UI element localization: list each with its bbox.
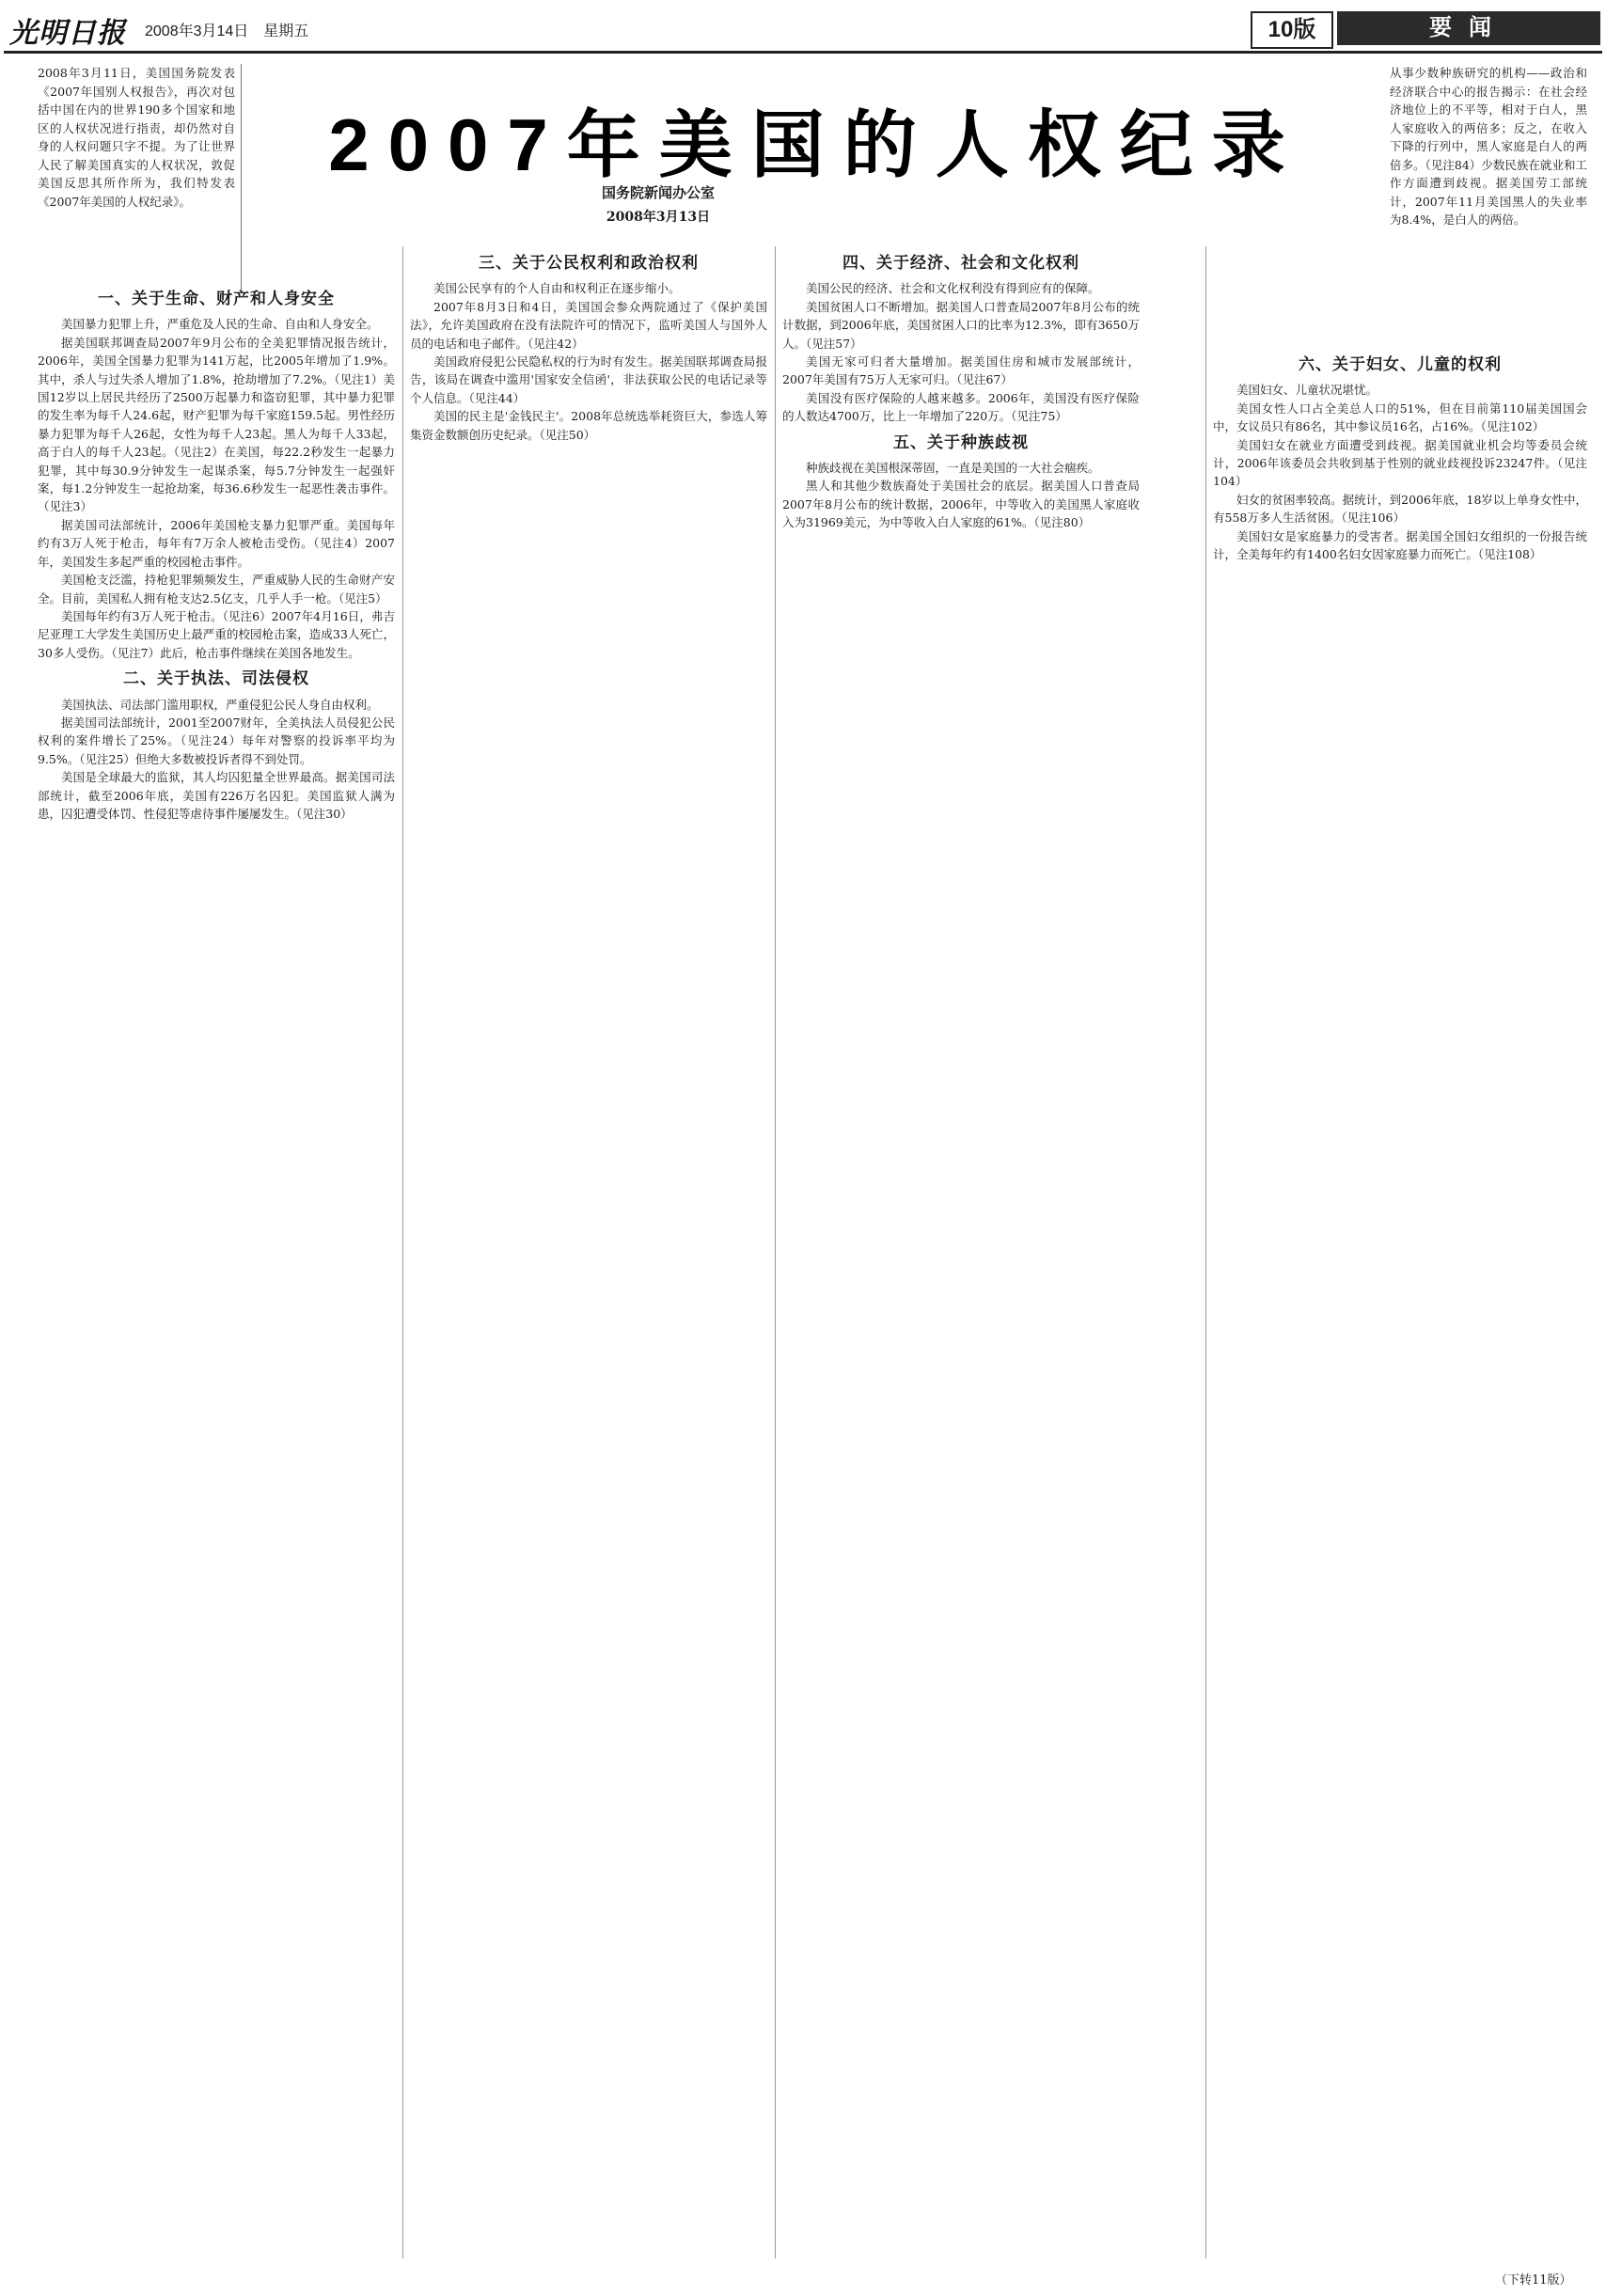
edition-number: 10版 [1251, 11, 1333, 49]
body-paragraph: 美国妇女、儿童状况堪忧。 [1236, 383, 1378, 398]
body-paragraph: 美国妇女是家庭暴力的受害者。据美国全国妇女组织的一份报告统计，全美每年约有1400名妇女因家庭暴力而死亡。（见注108） [1213, 528, 1587, 562]
section-label: 要闻 [1337, 11, 1600, 45]
body-paragraph: 美国贫困人口不断增加。据美国人口普查局2007年8月公布的统计数据，到2006年底，美国贫困人口的比率为12.3%，即有3650万人。（见注57） [782, 299, 1140, 351]
body-paragraph: 美国公民享有的个人自由和权利正在逐步缩小。 [433, 281, 681, 296]
issue-date: 2008年3月14日 星期五 [145, 24, 309, 39]
section-heading: 三、关于公民权利和政治权利 [479, 254, 699, 272]
body-paragraph: 2007年8月3日和4日，美国国会参众两院通过了《保护美国法》，允许美国政府在没有法院许可的情况下，监听美国人与国外人员的电话和电子邮件。（见注42） [410, 299, 767, 351]
body-paragraph: 妇女的贫困率较高。据统计，到2006年底，18岁以上单身女性中，有558万多人生活贫困。（见注106） [1213, 492, 1587, 526]
body-paragraph: 美国无家可归者大量增加。据美国住房和城市发展部统计，2007年美国有75万人无家可归。（见注67） [782, 354, 1140, 387]
body-paragraph: 据美国联邦调查局2007年9月公布的全美犯罪情况报告统计，2006年，美国全国暴力犯罪为141万起，比2005年增加了1.9%。其中，杀人与过失杀人增加了1.8%，抢劫增加了7.2%。（见注1）美国12岁以上居民共经历了2500万起暴力和盗窃犯罪，其中暴力犯罪的发生率为每千人24.6起，财产犯罪为每千家庭159.5起。男性经历暴力犯罪为每千人26起，女性为每千人23起。黑人为每千人33起，高于白人的每千人23起。（见注2）在美国，每22.2秒发生一起暴力犯罪，其中每30.9分钟发生一起谋杀案，每5.7分钟发生一起强奸案，每1.2分钟发生一起抢劫案，每36.6秒发生一起恶性袭击事件。（见注3） [38, 335, 395, 514]
body-paragraph: 据美国司法部统计，2006年美国枪支暴力犯罪严重。美国每年约有3万人死于枪击，每年有7万余人被枪击受伤。（见注4）2007年，美国发生多起严重的校园枪击事件。 [38, 517, 395, 569]
body-paragraph: 种族歧视在美国根深蒂固，一直是美国的一大社会痼疾。 [806, 461, 1100, 476]
masthead [4, 8, 1602, 54]
text-column [410, 246, 767, 2258]
column-divider [402, 246, 403, 2258]
text-column [782, 246, 1140, 2258]
article-headline: 2007年美国的人权纪录 [328, 103, 1304, 186]
text-column [1213, 348, 1587, 2266]
section-heading: 六、关于妇女、儿童的权利 [1299, 355, 1502, 373]
article-byline: 国务院新闻办公室 [601, 184, 715, 201]
body-paragraph: 美国执法、司法部门滥用职权，严重侵犯公民人身自由权利。 [61, 697, 379, 712]
section-heading: 一、关于生命、财产和人身安全 [98, 290, 335, 307]
body-paragraph: 美国妇女在就业方面遭受到歧视。据美国就业机会均等委员会统计，2006年该委员会共收到基于性别的就业歧视投诉23247件。（见注104） [1213, 437, 1587, 489]
body-paragraph: 美国每年约有3万人死于枪击。（见注6）2007年4月16日，弗吉尼亚理工大学发生美国历史上最严重的校园枪击案，造成33人死亡，30多人受伤。（见注7）此后，枪击事件继续在美国各地发生。 [38, 608, 395, 660]
column-divider [1205, 246, 1206, 2258]
section-heading: 四、关于经济、社会和文化权利 [842, 254, 1079, 272]
section-heading: 二、关于执法、司法侵权 [123, 669, 309, 688]
continued-column-top: 从事少数种族研究的机构——政治和经济联合中心的报告揭示：在社会经济地位上的不平等，相对于白人，黑人家庭收入的两倍多；反之，在收入下降的行列中，黑人家庭是白人的两倍多。（见注84）少数民族在就业和工作方面遭到歧视。据美国劳工部统计，2007年11月美国黑人的失业率为8.4%，是白人的两倍。 [1390, 66, 1587, 227]
body-paragraph: 黑人和其他少数族裔处于美国社会的底层。据美国人口普查局2007年8月公布的统计数据，2006年，中等收入的美国黑人家庭收入为31969美元，为中等收入白人家庭的61%。（见注80） [782, 479, 1140, 530]
article-date: 2008年3月13日 [606, 210, 711, 225]
body-paragraph: 美国女性人口占全美总人口的51%，但在目前第110届美国国会中，女议员只有86名，其中参议员16名，占16%。（见注102） [1213, 401, 1587, 434]
newspaper-logo: 光明日报 [9, 17, 126, 50]
body-paragraph: 美国公民的经济、社会和文化权利没有得到应有的保障。 [806, 281, 1100, 296]
column-divider [775, 246, 776, 2258]
body-paragraph: 美国的民主是'金钱民主'。2008年总统选举耗资巨大，参选人筹集资金数额创历史纪录。（见注50） [410, 409, 767, 442]
body-paragraph: 美国没有医疗保险的人越来越多。2006年，美国没有医疗保险的人数达4700万，比上一年增加了220万。（见注75） [782, 390, 1140, 424]
text-column [38, 282, 395, 2257]
editor-intro: 2008年3月11日，美国国务院发表《2007年国别人权报告》，再次对包括中国在内的世界190多个国家和地区的人权状况进行指责，却仍然对自身的人权问题只字不提。为了让世界人民了解美国真实的人权状况，敦促美国反思其所作所为，我们特发表《2007年美国的人权纪录》。 [38, 64, 242, 290]
continued-note: （下转11版） [1495, 2273, 1572, 2288]
body-paragraph: 美国枪支泛滥，持枪犯罪频频发生，严重威胁人民的生命财产安全。目前，美国私人拥有枪支达2.5亿支，几乎人手一枪。（见注5） [38, 573, 395, 605]
body-paragraph: 美国政府侵犯公民隐私权的行为时有发生。据美国联邦调查局报告，该局在调查中滥用'国家安全信函'，非法获取公民的电话记录等个人信息。（见注44） [410, 354, 767, 405]
body-paragraph: 美国暴力犯罪上升，严重危及人民的生命、自由和人身安全。 [61, 317, 379, 332]
body-paragraph: 据美国司法部统计，2001至2007财年，全美执法人员侵犯公民权利的案件增长了25%。（见注24）每年对警察的投诉率平均为9.5%。（见注25）但绝大多数被投诉者得不到处罚。 [38, 715, 395, 766]
section-heading: 五、关于种族歧视 [893, 432, 1029, 451]
body-paragraph: 美国是全球最大的监狱，其人均囚犯量全世界最高。据美国司法部统计，截至2006年底，美国有226万名囚犯。美国监狱人满为患，囚犯遭受体罚、性侵犯等虐待事件屡屡发生。（见注30） [38, 770, 395, 821]
